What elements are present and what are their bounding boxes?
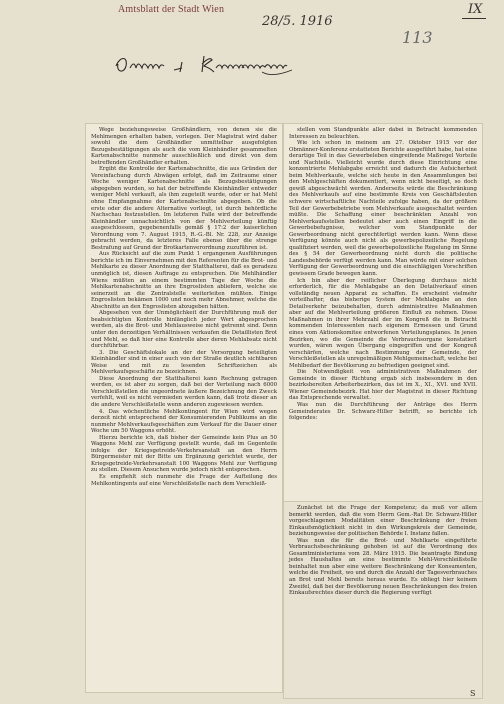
right-paragraph: Was nun die Durchführung der Anträge des Herrn Gemeinderates Dr. Schwarz-Hiller betrifft, so berichte ich folgendes: xyxy=(289,401,477,422)
right-lower-paragraph: Zunächst ist die Frage der Kompetenz; da muß vor allem bemerkt werden, daß die vom Herrn Gem.-Rat Dr. Schwarz-Hiller vorgeschlagenen Modalitäten einer Beschränkung der freien Einkaufsmöglichkeit nicht in den Wirkungskreis der Gemeinde, beziehungsweise der politischen Behörde I. Instanz fallen. xyxy=(289,505,477,538)
left-paragraph: 3. Die Geschäftslokale an der der Versorgung beteiligten Kleinhändler sind in einer auch von der Straße deutlich sichtbaren Weise und mit zu lesenden Schriftzeichen als Mehlverkaufsgeschäfte zu bezeichnen. xyxy=(91,349,277,376)
right-paragraph: stellen vom Standpunkte aller dabei in Betracht kommenden Interessen zu beleuchten. xyxy=(289,127,477,140)
left-paragraph: Wege beziehungsweise Großhändlern, von denen sie die Mehlmengen erhalten haben, vorlegen. Der Magistrat wird daher sowohl die dem Großhändler unmittelbar ausgefolgten Bezugsbestätigungen als auch die vom Kleinhändler gesammelten Kartenabschnitte nunmehr ausschließlich und direkt von dem betreffenden Großhändler erhalten. xyxy=(91,127,277,166)
left-paragraph: Hierzu berichte ich, daß bisher der Gemeinde kein Plus an 50 Waggons Mehl zur Verfügung gestellt wurde, daß im Gegenteile infolge der Kriegsgetreide-Verkehrsanstalt an den Herrn Bürgermeister mit der Bitte um Ergänzung gerichtet wurde, der Kriegsgetreide-Verkehrsanstalt 100 Waggons Mehl zur Verfügung zu stellen. Diesem Ansuchen wurde jedoch nicht entsprochen. xyxy=(91,434,277,474)
left-paragraph: 4. Das wöchentliche Mehlkontingent für Wien wird wegen derzeit nicht entsprechend der Konsumierenden Publikums an die nunmehr Mehlverkaufsgeschäften zum Verkauf für die Dauer einer Woche um 50 Waggons erhöht. xyxy=(91,408,277,435)
article-column-right xyxy=(284,124,482,504)
left-paragraph: Diese Anordnung der Statthalterei kann Rechnung getragen werden, es ist aber zu sorgen, daß bei der Verteilung nach 6000 Verschleißstellen die ungeordnete äußere Bezeichnung den Zweck verfehlt, weil es nicht vermieden werden kann, daß trotz dieser an die andere Verschleißstelle wenn anderen zugewiesen werden. xyxy=(91,375,277,408)
right-lower-column-text xyxy=(284,502,482,597)
right-paragraph: Wie ich schon in meinem am 27. Oktober 1915 vor der Obmänner-Konferenz erstatteten Berichte ausgeführt habe, hat eine derartige Teil in das Gewerbeleben eingreifende Maßregel Vorteile und Nachteile. Vielleicht wurde durch diese Einrichtung eine konzentrierte Mehlabgabe erreicht und dadurch die Aufsicherheit beim Mehlverkaufe, welche sich heute in den Ansammlungen bei den Mehlgeschäften dokumentiert, wenn nicht beseitigt, so doch gewiß abgeschwächt werden. Anderseits würde die Beschränkung des Mehlverkaufs auf eine bestimmte Kreis von Geschäftsleuten schwere wirtschaftliche Nachteile zufolge haben, da der größere Teil der Gewerbebetriebe vom Mehlverkaufe ausgeschaltet werden müßte. Die Schaffung einer beschränkten Anzahl von Mehlverkaufsstellen bedeutet aber auch einen Eingriff in die Gewerbebefugnisse, welcher vom Standpunkte der Gewerbeordnung nicht gerechtfertigt werden kann. Wenn diese Verfügung könnte auch nicht als gewerbepolizeiliche Regelung qualifiziert werden, weil die gewerbepolizeiliche Regelung im Sinne des § 54 der Gewerbeordnung nicht durch die politische Landesbehörde verfügt werden kann. Man würde mit einer solchen Verfügung der Gewerbeordnung und die einschlägigen Vorschriften gewissem Grade bewegen kann. xyxy=(289,140,477,278)
article-column-left xyxy=(86,124,282,692)
corner-rule xyxy=(462,18,486,19)
handwritten-title-scribble-icon xyxy=(112,52,322,78)
corner-mark: IX xyxy=(468,2,483,17)
handwritten-title-signature xyxy=(112,52,322,78)
left-paragraph: Es empfiehlt sich nunmehr die Frage der Aufteilung des Mehlkontingents auf eine Verschleißstelle nach dem Verschleiß- xyxy=(91,473,277,487)
bottom-mark: S xyxy=(470,689,476,698)
left-paragraph: Ergibt die Kontrolle der Kartenabschnitte, die aus Gründen der Vereinfachung durch Abwägen erfolgt, daß im Zeitraume einer Woche weniger Kartenabschnitte als Bezugsbestätigungen abgegeben wurden, so hat der betreffende Kleinhändler entweder weniger Mehl verkauft, als ihm zugeteilt wurde, oder er hat Mehl ohne Empfangnahme der Kartenabschnitte abgegeben. Ob die erste oder die andere Alternative vorliegt, ist durch behördliche Nachschau festzustellen. Im letzteren Falle wird der betreffende Kleinhändler unnachsichtlich von der Mehlverteilung künftig ausgeschlossen, gegebenenfalls gemäß § 17:2 der kaiserlichen Verordnung vom 7. August 1915, R.-G.-Bl. Nr. 228, zur Anzeige gebracht werden, da letzteres Falle ebenso über die strenge Bestrafung auf Grund der Brotkartenverordnung zuzuführen ist. xyxy=(91,166,277,251)
article-column-right-lower xyxy=(284,502,482,698)
left-column-text xyxy=(86,124,282,487)
publication-stamp: Amtsblatt der Stadt Wien xyxy=(118,4,225,15)
pencil-number: 113 xyxy=(402,28,433,47)
right-paragraph: Ich bin aber der reiflicher Überlegung durchaus nicht erforderlich, für die Mehlabgabe an den Detailverkauf einen vollständig neuen Apparat zu schaffen. Es erscheint vielmehr vorteilhafter, das bisherige System der Mehlabgabe an den Detailverkehr beizubehalten, durch administrative Maßnahmen aber auf die Mehlverteilung größeren Einfluß zu nehmen. Diese Maßnahmen in ihrer Mehrzahl der im Kongreß die in Betracht kommenden Interessenten nach eigenem Ermessen und Grund eines vom Aktionskomitee entworfenen Verteilungsplanes. In jenen Bezirken, wo die Gemeinde die Verbrauchsorgane konstatiert wurden, wären wegen Übergang eingegriffen und der Kongreß verschärfen, welche nach Bestimmung der Gemeinde, der Verschleißstellen als unregelmäßigen Mehlgemeinschaft, welche bei Mehlbedarf der Bevölkerung zu befriedigen geeignet sind. xyxy=(289,277,477,369)
left-paragraph: Aus Rücksicht auf die zum Punkt 1 ergangenen Ausführungen berichte ich im Einvernehmen mit den Referenten für die Brot- und Mehlkarte zu dieser Anordnung der Statthalterei, daß es geradezu unmöglich ist, diesen Auftrage zu entsprechen. Die Mehlhändler Wiens müßten an einem bestimmten Tage der Woche die Mehlkartenabschnitte an ihre Engroslisten abliefern, welche sie seinerzeit an die Zentralstelle weiterleiten müßten. Einige Engroslisten bekämen 1000 und noch mehr Abnehmer, welche die Abschnitte an den Engroslisten abzugeben hätten. xyxy=(91,251,277,310)
left-paragraph: Abgesehen von der Unmöglichkeit der Durchführung muß der beabsichtigten Kontrolle hinlänglich jeder Wert abgesprochen werden, als die Brot- und Mehlausweise nicht getrennt sind. Denn unter den derzeitigen Verhältnissen verkaufen die Detaillisten Brot und Mehl, so daß hier eine Kontrolle aber deren Mehlabsatz nicht durchführbar. xyxy=(91,310,277,350)
right-lower-paragraph: Was nun die für die Brot- und Mehlkarte eingeführte Verbrauchsbeschränkung gehoben ist auf die Verordnung des Gesamtministeriums vom 28. März 1915. Die beantragte Bindung jedes Haushaltes an eine bestimmte Mehl-Verschleißstelle beinhaltet nun aber eine weitere Beschränkung der Konsumenten, welche die Freiheit, wo und durch die Anzahl der Tagesverbrauches an Brot und Mehl bereits heraus wurde. Es obliegt hier keinem Zweifel, daß bei der Bevölkerung neuen Beschränkungen des freien Einkaufsrechtes dieser durch die Regierung verfügt xyxy=(289,537,477,597)
handwritten-date: 28/5. 1916 xyxy=(262,14,333,29)
handwritten-title-text xyxy=(112,52,123,53)
right-column-text xyxy=(284,124,482,422)
right-paragraph: Die Notwendigkeit von administrativen Maßnahmen der Gemeinde in dieser Richtung ergab sich insbesondere in den bezirksbereiten Arbeiterbezirken, das ist im X., XI., XVI. und XVII. Wiener Gemeindebezirk. Hat hier der Magistrat in dieser Richtung das Entsprechende verwaltet. xyxy=(289,369,477,402)
